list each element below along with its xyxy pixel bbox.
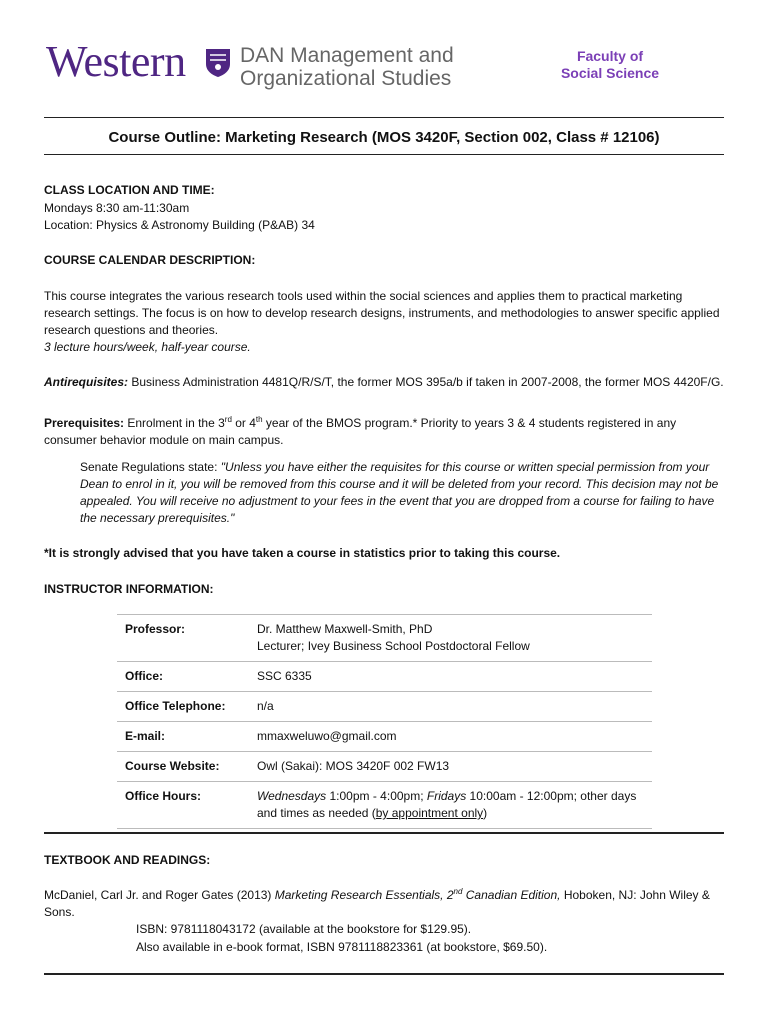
statistics-advice: *It is strongly advised that you have taken a course in statistics prior to taking this course. bbox=[44, 546, 561, 560]
department-title-line1: DAN Management and bbox=[240, 44, 454, 67]
faculty-label bbox=[540, 48, 680, 82]
senate-lead: Senate Regulations state: bbox=[80, 460, 221, 474]
prerequisites-label: Prerequisites: bbox=[44, 416, 125, 430]
antirequisites-text: Business Administration 4481Q/R/S/T, the former MOS 395a/b if taken in 2007-2008, the former MOS 4420F/G. bbox=[128, 375, 724, 389]
hours-time1: 1:00pm - 4:00pm; bbox=[326, 789, 427, 803]
phone-label: Office Telephone: bbox=[125, 699, 226, 713]
textbook-publisher: Hoboken, NJ: John Wiley & Sons. bbox=[44, 888, 710, 919]
hours-close: ) bbox=[483, 806, 488, 820]
calendar-hours: 3 lecture hours/week, half-year course. bbox=[44, 340, 251, 354]
prerequisites-text-a: Enrolment in the 3 bbox=[124, 416, 225, 430]
email-value[interactable]: mmaxweluwo@gmail.com bbox=[257, 729, 397, 743]
faculty-line2: Social Science bbox=[560, 65, 660, 81]
textbook-title-a: Marketing Research Essentials, 2 bbox=[274, 888, 454, 902]
section-rule bbox=[44, 832, 724, 834]
senate-quote: "Unless you have either the requisites for this course or written special permission from your Dean to enrol in it, you will be removed from this course and it will be deleted from your record. This decision may not be appealed. You will receive no adjustment to your fees in the event that you are dropped from a course for failing to have the necessary prerequisites." bbox=[80, 460, 719, 525]
website-label: Course Website: bbox=[125, 759, 220, 773]
hours-value bbox=[249, 782, 652, 829]
table-row bbox=[117, 722, 652, 752]
professor-title: Lecturer; Ivey Business School Postdoctoral Fellow bbox=[257, 639, 530, 653]
professor-value bbox=[249, 615, 652, 662]
senate-regulations bbox=[80, 459, 726, 527]
class-time: Mondays 8:30 am-11:30am bbox=[44, 201, 190, 215]
hours-day1: Wednesdays bbox=[257, 789, 327, 803]
textbook-isbn: ISBN: 9781118043172 (available at the bookstore for $129.95). bbox=[136, 922, 472, 936]
table-row bbox=[117, 692, 652, 722]
textbook-citation bbox=[44, 887, 728, 921]
textbook-ebook: Also available in e-book format, ISBN 9781118823361 (at bookstore, $69.50). bbox=[136, 940, 548, 954]
office-label: Office: bbox=[125, 669, 164, 683]
hours-label: Office Hours: bbox=[125, 789, 202, 803]
textbook-authors: McDaniel, Carl Jr. and Roger Gates (2013) bbox=[44, 888, 275, 902]
antirequisites bbox=[44, 374, 728, 391]
instructor-table bbox=[117, 614, 652, 829]
department-title-line2: Organizational Studies bbox=[240, 67, 452, 90]
professor-label: Professor: bbox=[125, 622, 186, 636]
phone-value: n/a bbox=[257, 699, 274, 713]
table-row bbox=[117, 782, 652, 829]
instructor-heading: INSTRUCTOR INFORMATION: bbox=[44, 582, 214, 596]
prerequisites-sup-a: rd bbox=[224, 415, 232, 424]
class-location: Location: Physics & Astronomy Building (P&AB) 34 bbox=[44, 218, 315, 232]
department-title bbox=[240, 44, 454, 90]
prerequisites-text-b: or 4 bbox=[231, 416, 256, 430]
table-row bbox=[117, 615, 652, 662]
prerequisites bbox=[44, 415, 728, 449]
hours-time2: 10:00am - 12:00pm; other days and times as needed ( bbox=[257, 789, 637, 820]
hours-appointment: by appointment only bbox=[375, 806, 484, 820]
western-crest-icon bbox=[205, 48, 231, 78]
table-row bbox=[117, 662, 652, 692]
textbook-title-b: Canadian Edition, bbox=[462, 888, 561, 902]
course-title: Course Outline: Marketing Research (MOS 3420F, Section 002, Class # 12106) bbox=[108, 129, 660, 146]
professor-name: Dr. Matthew Maxwell-Smith, PhD bbox=[257, 622, 433, 636]
office-value: SSC 6335 bbox=[257, 669, 312, 683]
western-logo-text: Western bbox=[46, 37, 186, 86]
class-location-heading: CLASS LOCATION AND TIME: bbox=[44, 183, 215, 197]
website-value: Owl (Sakai): MOS 3420F 002 FW13 bbox=[257, 759, 450, 773]
prerequisites-text-c: year of the BMOS program.* Priority to years 3 & 4 students registered in any consumer behavior module on main campus. bbox=[44, 416, 677, 447]
calendar-description-text: This course integrates the various research tools used within the social sciences and applies them to practical marketing research settings. The focus is on how to develop research designs, instruments, and methodologies to answer specific applied research questions and theories. bbox=[44, 289, 720, 337]
title-top-rule bbox=[44, 117, 724, 118]
textbook-heading: TEXTBOOK AND READINGS: bbox=[44, 853, 211, 867]
hours-day2: Fridays bbox=[426, 789, 467, 803]
faculty-line1: Faculty of bbox=[576, 48, 644, 64]
title-bottom-rule bbox=[44, 154, 724, 155]
calendar-heading: COURSE CALENDAR DESCRIPTION: bbox=[44, 253, 256, 267]
email-label: E-mail: bbox=[125, 729, 166, 743]
table-row bbox=[117, 752, 652, 782]
textbook-title-sup: nd bbox=[453, 887, 463, 896]
calendar-description bbox=[44, 288, 728, 356]
bottom-rule bbox=[44, 973, 724, 975]
prerequisites-sup-b: th bbox=[255, 415, 263, 424]
antirequisites-label: Antirequisites: bbox=[44, 375, 129, 389]
